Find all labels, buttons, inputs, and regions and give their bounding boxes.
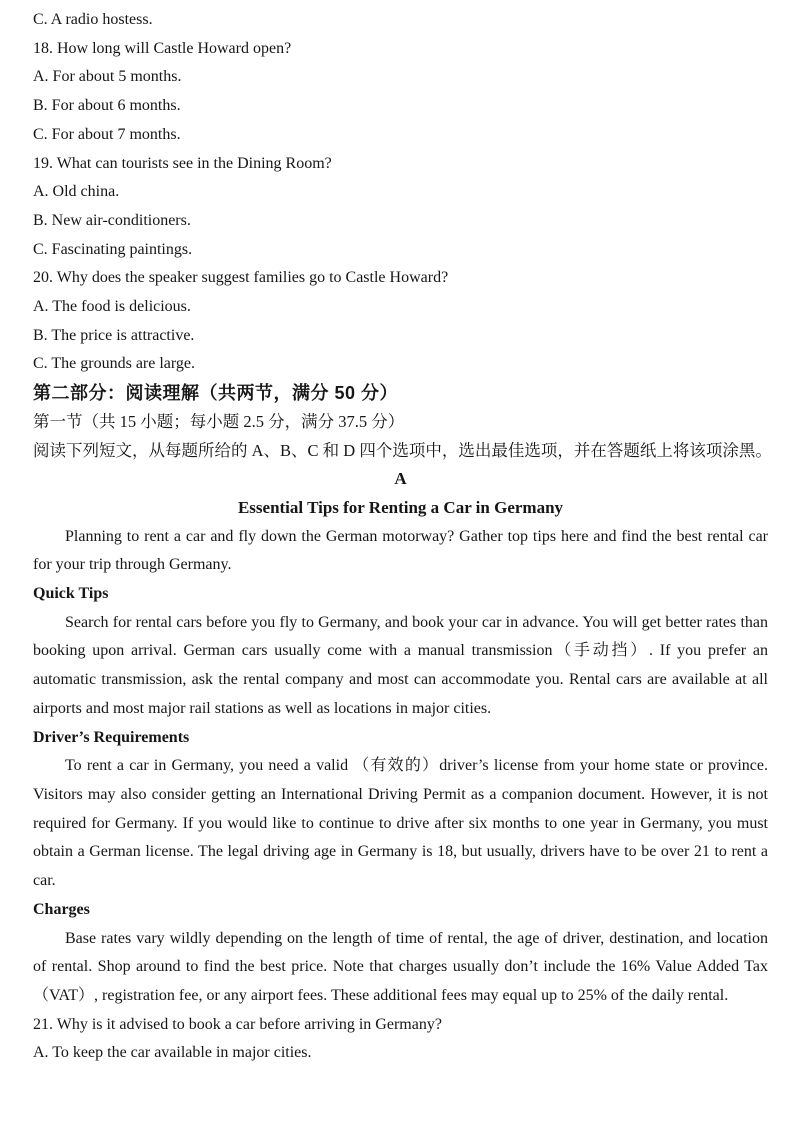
option-line: C. Fascinating paintings. <box>33 240 193 258</box>
option-line: A. For about 5 months. <box>33 68 182 86</box>
option-line: A. To keep the car available in major cities. <box>33 1044 312 1062</box>
subheading-drivers-requirements: Driver’s Requirements <box>33 728 190 746</box>
paragraph-drivers-requirements: To rent a car in Germany, you need a valid （有效的）driver’s license from your home state or province. Visitors may also consider getting an International Driving Permit as a companion document. However, it is not required for Germany. If you would like to continue to drive after six months to one year in Germany, you must obtain a German license. The legal driving age in Germany is 18, but usually, drivers have to be over 21 to rent a car. <box>33 757 768 890</box>
option-line: C. The grounds are large. <box>33 355 196 373</box>
option-line: B. New air-conditioners. <box>33 211 191 229</box>
option-line: C. A radio hostess. <box>33 11 153 28</box>
question-line: 21. Why is it advised to book a car before arriving in Germany? <box>33 1015 442 1033</box>
passage-title: Essential Tips for Renting a Car in Germany <box>237 497 564 517</box>
reading-instructions: 阅读下列短文，从每题所给的 A、B、C 和 D 四个选项中，选出最佳选项，并在答题纸上将该项涂黑。 <box>33 440 772 460</box>
option-line: A. Old china. <box>33 183 120 201</box>
paragraph-charges: Base rates vary wildly depending on the length of time of rental, the age of driver, destination, and location of rental. Shop around to find the best price. Note that charges usually don’t include the 16% Value Added Tax（VAT）, registration fee, or any airport fees. These additional fees may equal up to 25% of the daily rental. <box>33 929 768 1004</box>
paragraph-quick-tips: Search for rental cars before you fly to Germany, and book your car in advance. You will get better rates than booking upon arrival. German cars usually come with a manual transmission（手动挡）. If you prefer an automatic transmission, ask the rental company and most can accommodate you. Rental cars are available at all airports and most major rail stations as well as locations in major cities. <box>33 613 768 717</box>
question-line: 20. Why does the speaker suggest families go to Castle Howard? <box>33 269 449 287</box>
passage-intro: Planning to rent a car and fly down the German motorway? Gather top tips here and find the best rental car for your trip through Germany. <box>33 527 768 574</box>
passage-label: A <box>394 469 407 489</box>
option-line: B. The price is attractive. <box>33 326 195 344</box>
option-line: C. For about 7 months. <box>33 125 181 143</box>
option-line: B. For about 6 months. <box>33 97 181 115</box>
option-line: A. The food is delicious. <box>33 298 191 316</box>
question-line: 18. How long will Castle Howard open? <box>33 39 292 57</box>
subheading-charges: Charges <box>33 900 90 918</box>
section1-line: 第一节（共 15 小题；每小题 2.5 分，满分 37.5 分） <box>33 411 405 431</box>
question-line: 19. What can tourists see in the Dining Room? <box>33 154 332 172</box>
part2-heading: 第二部分：阅读理解（共两节，满分 50 分） <box>33 383 399 404</box>
subheading-quick-tips: Quick Tips <box>33 585 109 603</box>
